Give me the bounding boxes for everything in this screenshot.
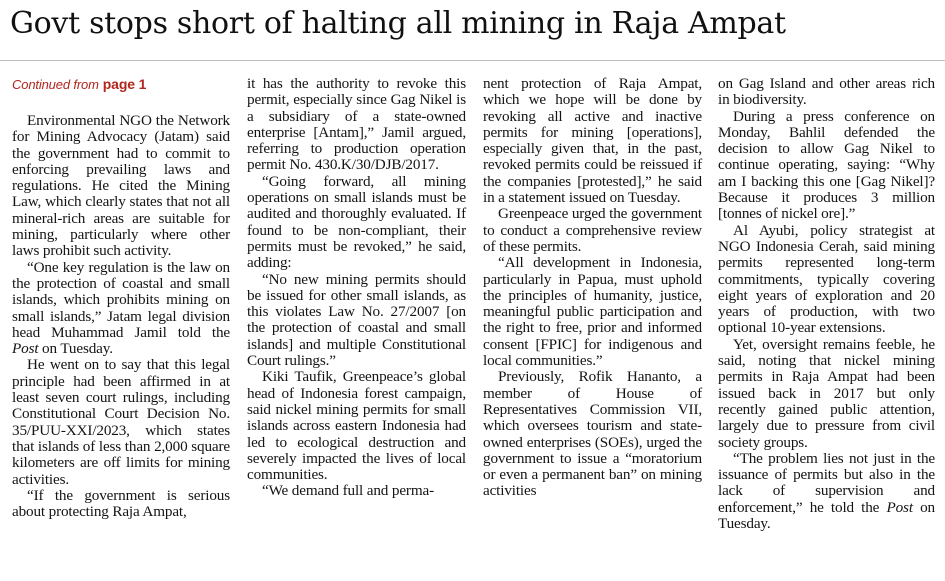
paragraph: “All development in Indonesia, particularly in Papua, must uphold the principles of humanity, justice, meaningful public participation and the right to free, prior and informed consent [FPIC] for indigenous and local communities.” [483,254,702,370]
paragraph: Previously, Rofik Hananto, a member of House of Representatives Commission VII, which oversees tourism and state-owned enterprises (SOEs), urged the government to issue a “moratorium or even a permanent ban” on mining activities [483,368,702,500]
paragraph: Yet, oversight remains feeble, he said, noting that nickel mining permits in Raja Ampat had been issued back in 2017 but only recently gained public attention, largely due to pressure from civil society groups. [718,335,935,451]
paragraph-continued: nent protection of Raja Ampat, which we hope will be done by revoking all active and inactive permits for mining [operations], especially given that, in the past, revoked permits could be reissued if the companies [protested],” he said in a statement issued on Tuesday. [483,75,702,207]
publication-name: Post [12,340,39,358]
headline: Govt stops short of halting all mining in Raja Ampat [10,6,786,41]
paragraph-continued: on Gag Island and other areas rich in biodiversity. [718,75,935,109]
article-column-4 [718,76,935,532]
headline-rule [0,60,945,61]
paragraph: “One key regulation is the law on the protection of coastal and small islands, which prohibits mining on small islands,” Jatam legal division head Muhammad Jamil told the Post on Tuesday. [12,258,230,358]
paragraph: “We demand full and perma- [262,482,434,500]
continued-lead: Continued from [12,77,99,92]
paragraph: Al Ayubi, policy strategist at NGO Indonesia Cerah, said mining permits represented long-term commitments, typically covering eight years of exploration and 20 years of production, with two optional 10-year extensions. [718,221,935,337]
continued-from-label [12,76,230,93]
paragraph: During a press conference on Monday, Bahlil defended the decision to allow Gag Nikel to continue operating, saying: “Why am I backing this one [Gag Nikel]? Because it produces 3 million [tonnes of nickel ore].” [718,107,935,223]
paragraph-continued: it has the authority to revoke this permit, especially since Gag Nikel is a subsidiary of a state-owned enterprise [Antam],” Jamil argued, referring to production operation permit No. 430.K/30/DJB/2017. [247,75,466,174]
paragraph: “The problem lies not just in the issuance of permits but also in the lack of supervision and enforcement,” he told the Post on Tuesday. [718,449,935,533]
paragraph: He went on to say that this legal principle had been affirmed in at least seven court rulings, including Constitutional Court Decision No. 35/PUU-XXI/2023, which states that islands of less than 2,000 square kilometers are off limits for mining activities. [12,356,230,488]
article-column-2 [247,76,466,500]
publication-name: Post [886,498,913,516]
continued-page-link[interactable]: page 1 [102,76,147,92]
paragraph: “Going forward, all mining operations on small islands must be audited and thoroughly evaluated. If found to be non-compliant, their permits must be revoked,” he said, adding: [247,172,466,272]
article-column-1 [12,76,230,520]
paragraph: Kiki Taufik, Greenpeace’s global head of Indonesia forest campaign, said nickel mining permits for small islands across eastern Indonesia had led to ecological destruction and severely impacted the lives of local communities. [247,368,466,484]
paragraph: “No new mining permits should be issued for other small islands, as this violates Law No. 27/2007 [on the protection of coastal and small islands] and multiple Constitutional Court rulings.” [247,270,466,370]
paragraph: Environmental NGO the Network for Mining Advocacy (Jatam) said the government had to commit to enforcing prevailing laws and regulations. He cited the Mining Law, which clearly states that not all mineral-rich areas are suitable for mining, particularly where other laws prohibit such activity. [12,112,230,260]
paragraph: “If the government is serious about protecting Raja Ampat, [12,486,230,521]
paragraph: Greenpeace urged the government to conduct a comprehensive review of these permits. [483,205,702,255]
article-column-3 [483,76,702,500]
